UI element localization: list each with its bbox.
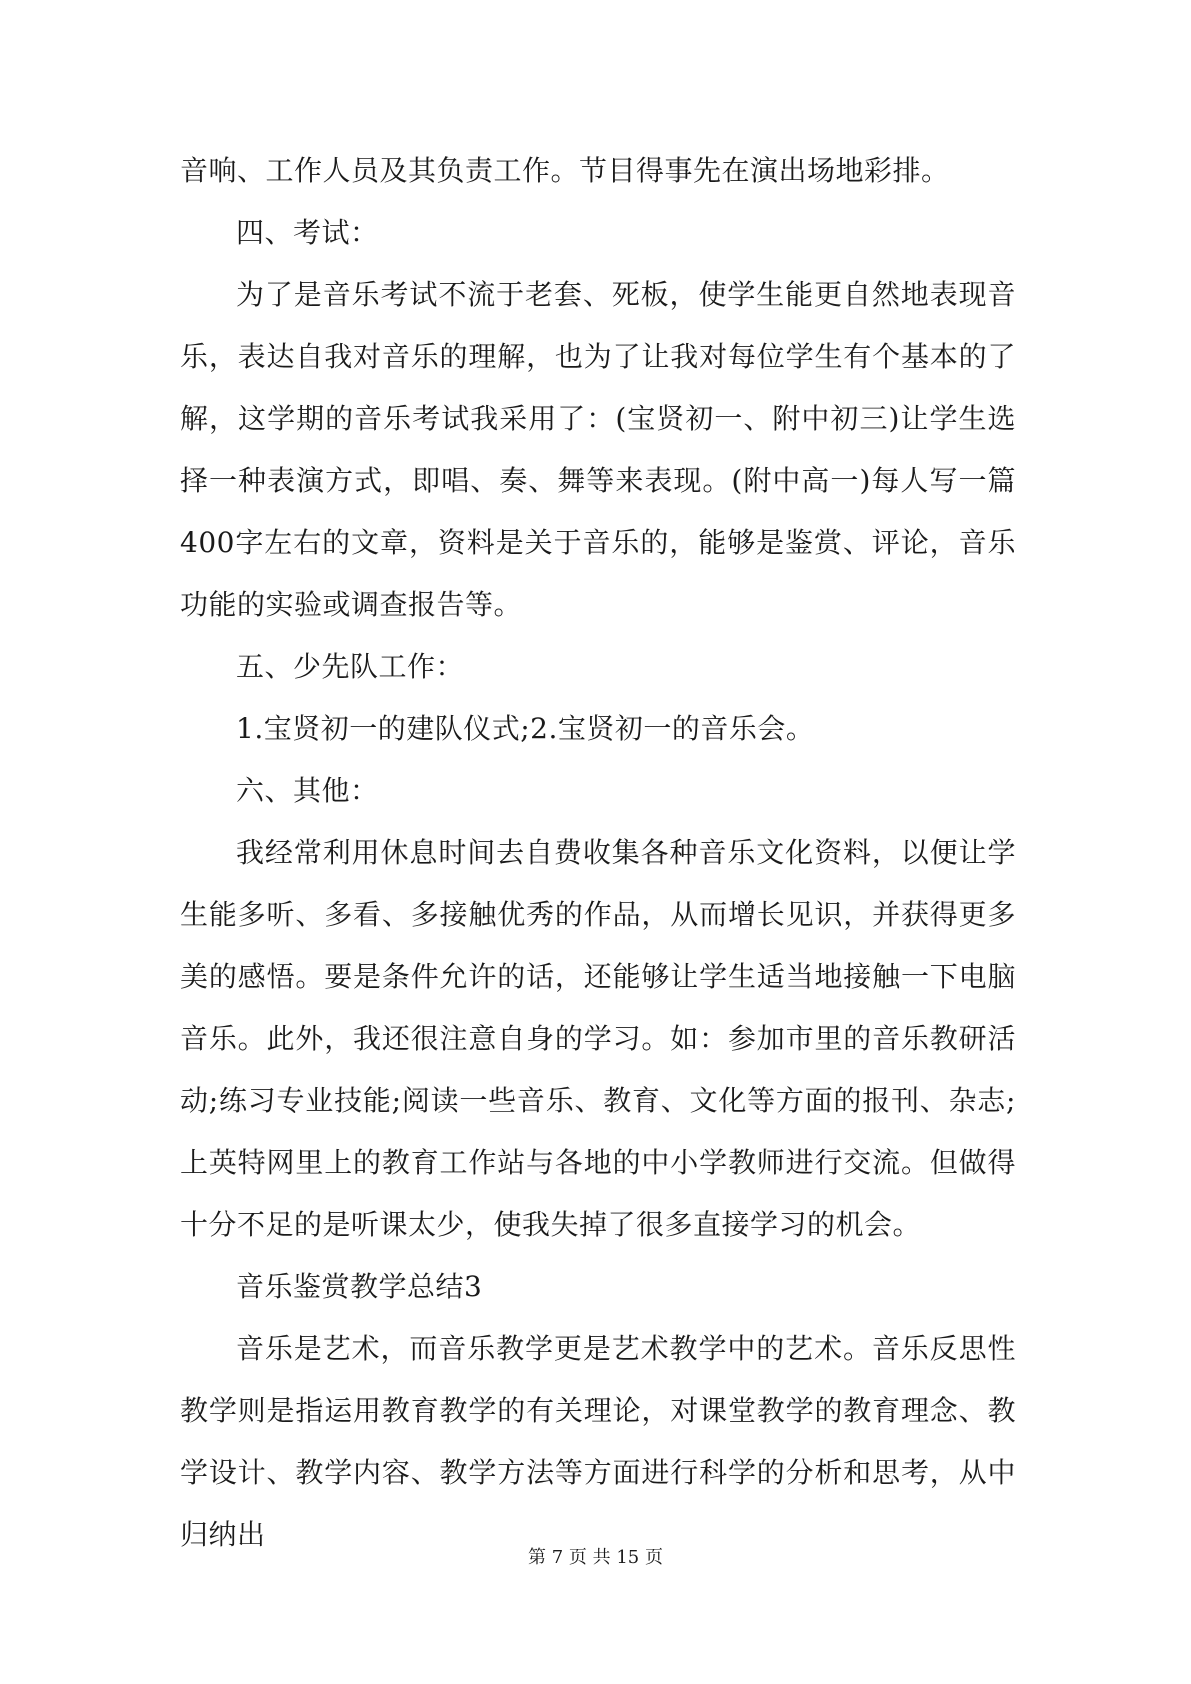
page-footer: 第 7 页 共 15 页 [528,1547,663,1568]
section-heading-exam: 四、考试： [236,216,379,249]
paragraph-pioneers: 1.宝贤初一的建队仪式;2.宝贤初一的音乐会。 [236,712,815,745]
paragraph-other: 我经常利用休息时间去自费收集各种音乐文化资料，以便让学生能多听、多看、多接触优秀的作品，从而增长见识，并获得更多美的感悟。要是条件允许的话，还能够让学生适当地接触一下电脑音乐。此外，我还很注意自身的学习。如：参加市里的音乐教研活动;练习专业技能;阅读一些音乐、教育、文化等方面的报刊、杂志;上英特网里上的教育工作站与各地的中小学教师进行交流。但做得十分不足的是听课太少，使我失掉了很多直接学习的机会。 [180,836,1016,1241]
section-title-summary-3: 音乐鉴赏教学总结3 [236,1270,483,1303]
paragraph-continuation: 音响、工作人员及其负责工作。节目得事先在演出场地彩排。 [180,154,950,187]
document-body [180,140,1016,1566]
paragraph-exam: 为了是音乐考试不流于老套、死板，使学生能更自然地表现音乐，表达自我对音乐的理解，也为了让我对每位学生有个基本的了解，这学期的音乐考试我采用了：(宝贤初一、附中初三)让学生选择一种表演方式，即唱、奏、舞等来表现。(附中高一)每人写一篇400字左右的文章，资料是关于音乐的，能够是鉴赏、评论，音乐功能的实验或调查报告等。 [180,278,1016,621]
section-heading-pioneers: 五、少先队工作： [236,650,465,683]
paragraph-summary-3: 音乐是艺术，而音乐教学更是艺术教学中的艺术。音乐反思性教学则是指运用教育教学的有关理论，对课堂教学的教育理念、教学设计、教学内容、教学方法等方面进行科学的分析和思考，从中归纳出 [180,1332,1016,1551]
section-heading-other: 六、其他： [236,774,379,807]
